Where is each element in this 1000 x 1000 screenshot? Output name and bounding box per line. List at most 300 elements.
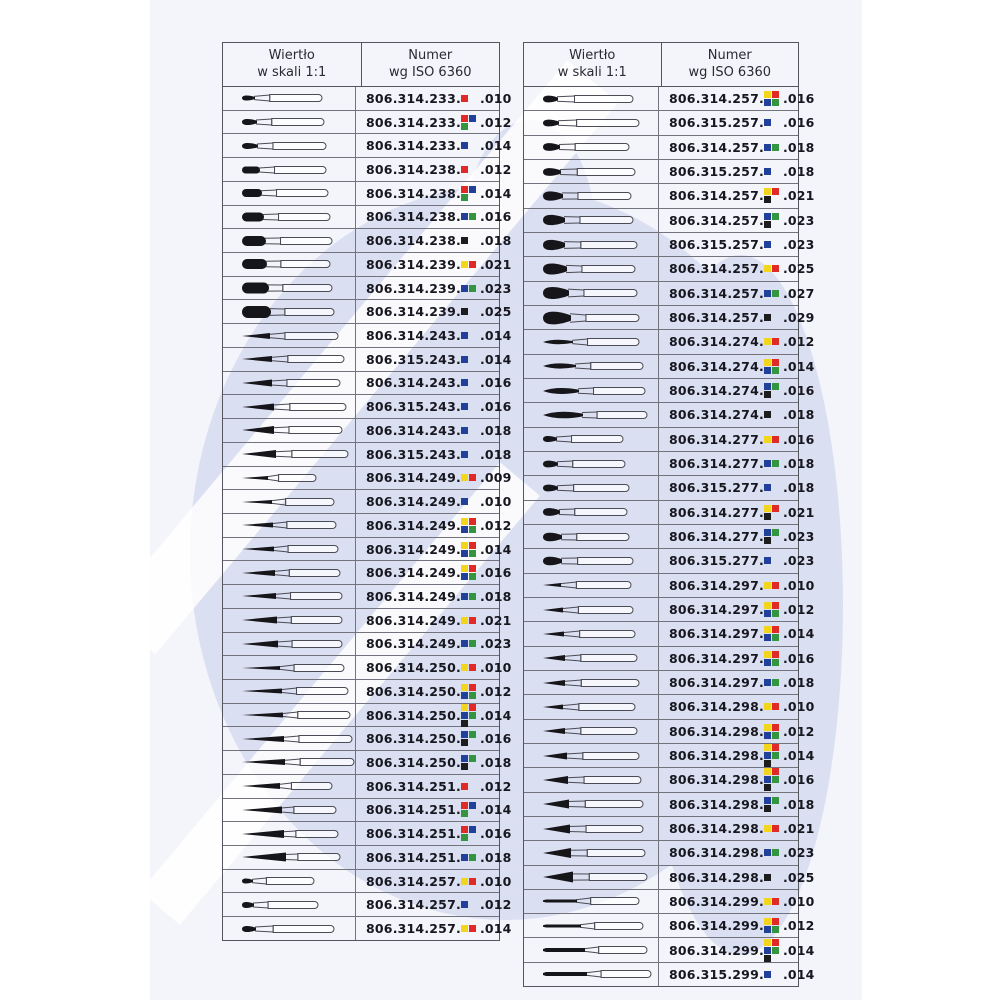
bur-cell [524,428,659,451]
grit-square-yellow [764,505,771,512]
grit-color-squares [764,188,780,203]
grit-square-yellow [461,704,468,711]
table-row [524,525,815,549]
iso-number: 806.314.257. [669,310,764,326]
grit-square-red [469,664,476,671]
grit-color-squares [764,168,780,175]
iso-number: 806.314.243. [366,422,461,438]
number-cell [659,282,820,305]
grit-square-row [461,115,477,122]
grit-square-row [461,474,477,481]
grit-square-row [764,760,780,767]
iso-size: .010 [782,577,815,593]
grit-color-squares [461,731,477,746]
grit-square-row [461,427,477,434]
table-row [524,963,815,986]
number-cell [659,160,820,183]
grit-square-red [461,115,468,122]
grit-square-green [469,712,476,719]
grit-color-squares [764,359,780,374]
bur-illustration [538,745,658,767]
grit-color-squares [764,383,780,398]
grit-square-red [461,826,468,833]
bur-cell [524,793,659,816]
bur-illustration [237,111,355,133]
grit-color-squares [461,498,477,505]
grit-square-row [461,451,477,458]
header-numer [661,43,799,86]
grit-square-green [772,947,779,954]
grit-square-red [461,166,468,173]
header-line: Wiertło [569,47,616,63]
grit-square-yellow [764,825,771,832]
iso-number: 806.314.233. [366,90,461,106]
grit-square-yellow [764,768,771,775]
grit-square-yellow [764,703,771,710]
bur-cell [223,633,356,656]
bur-illustration [237,87,355,109]
grit-color-squares [461,237,477,244]
grit-square-black [764,314,771,321]
iso-size: .018 [782,456,815,472]
iso-number: 806.314.250. [366,707,461,723]
grit-color-squares [764,484,780,491]
grit-square-yellow [764,602,771,609]
iso-size: .023 [782,553,815,569]
grit-color-squares [764,314,780,321]
grit-square-row [764,359,780,366]
bur-illustration [538,647,658,669]
table-row [524,136,815,160]
grit-square-row [764,144,780,151]
grit-square-blue [764,383,771,390]
header-line: w skali 1:1 [557,64,627,80]
grit-square-red [772,825,779,832]
grit-color-squares [764,582,780,589]
grit-square-row [461,640,477,647]
iso-number: 806.314.250. [366,683,461,699]
iso-size: .010 [479,90,512,106]
bur-illustration [538,307,658,329]
bur-cell [524,257,659,280]
bur-cell [524,890,659,913]
grit-color-squares [461,474,477,481]
grit-square-row [764,955,780,962]
bur-cell [223,799,356,822]
table-row [223,87,512,111]
grit-square-red [469,878,476,885]
number-cell [356,372,517,395]
grit-square-row [764,221,780,228]
iso-number: 806.314.297. [669,675,764,691]
header-line: Numer [707,47,752,63]
iso-size: .027 [782,285,815,301]
iso-number: 806.314.298. [669,821,764,836]
bur-illustration [237,253,355,275]
iso-size: .012 [782,918,815,934]
grit-square-row [764,290,780,297]
bur-cell [223,727,356,750]
grit-square-row [764,411,780,418]
iso-number: 806.314.298. [669,699,764,715]
table-row [524,793,815,817]
grit-square-row [764,744,780,751]
iso-size: .012 [479,778,512,794]
grit-square-row [461,542,477,549]
bur-cell [524,938,659,961]
iso-size: .016 [479,826,512,842]
iso-size: .021 [479,612,512,628]
grit-square-green [461,194,468,201]
iso-number: 806.315.243. [366,446,461,462]
grit-square-row [764,971,780,978]
grit-square-green [469,731,476,738]
bur-cell [524,379,659,402]
table-row [223,656,512,680]
bur-cell [223,917,356,940]
header-line: w skali 1:1 [257,64,327,80]
grit-square-row [461,142,477,149]
bur-illustration [538,355,658,377]
grit-color-squares [461,451,477,458]
table-row [223,514,512,538]
bur-cell [524,525,659,548]
grit-square-blue [764,557,771,564]
iso-size: .018 [479,446,512,462]
bur-illustration [538,842,658,864]
number-cell [356,253,517,276]
grit-square-red [469,518,476,525]
bur-illustration [237,230,355,252]
grit-square-red [772,898,779,905]
header-line: wg ISO 6360 [688,64,772,80]
grit-square-row [461,763,477,770]
grit-square-blue [461,451,468,458]
bur-illustration [237,419,355,441]
bur-illustration [538,599,658,621]
table-row [223,727,512,751]
iso-size: .023 [782,529,815,545]
table-row [223,277,512,301]
grit-square-row [764,939,780,946]
grit-color-squares [764,626,780,641]
bur-illustration [538,234,658,256]
bur-cell [524,330,659,353]
bur-cell [223,585,356,608]
grit-square-blue [461,427,468,434]
grit-square-row [461,356,477,363]
grit-color-squares [764,918,780,933]
iso-size: .012 [479,162,512,178]
grit-square-green [772,610,779,617]
grit-square-green [772,460,779,467]
grit-color-squares [461,115,477,130]
bur-illustration [237,870,355,892]
number-cell [356,751,517,774]
number-cell [356,490,517,513]
grit-square-green [469,526,476,533]
grit-square-row [461,720,477,727]
iso-number: 806.314.277. [669,431,764,447]
grit-square-blue [764,119,771,126]
bur-cell [223,419,356,442]
header-numer [361,43,500,86]
bur-cell [524,744,659,767]
bur-cell [223,395,356,418]
bur-cell [524,647,659,670]
iso-number: 806.314.249. [366,470,461,486]
iso-size: .014 [479,328,512,344]
grit-square-red [461,95,468,102]
iso-number: 806.315.277. [669,553,764,569]
iso-number: 806.314.298. [669,772,764,788]
number-cell [356,704,517,727]
table-row [524,890,815,914]
table-row [223,775,512,799]
iso-number: 806.314.298. [669,869,764,885]
bur-illustration [538,209,658,231]
iso-number: 806.314.257. [669,188,764,204]
grit-square-row [764,926,780,933]
number-cell [356,277,517,300]
table-row [524,768,815,792]
number-cell [659,793,820,816]
bur-illustration [538,88,658,110]
bur-illustration [237,657,355,679]
grit-square-yellow [461,878,468,885]
grit-square-row [764,196,780,203]
number-cell [356,395,517,418]
grit-square-blue [764,529,771,536]
bur-illustration [538,550,658,572]
bur-cell [223,490,356,513]
bur-illustration [538,793,658,815]
iso-size: .016 [782,431,815,447]
bur-illustration [237,562,355,584]
grit-square-row [764,797,780,804]
bur-cell [223,158,356,181]
iso-size: .014 [782,966,815,982]
bur-cell [524,720,659,743]
grit-color-squares [764,290,780,297]
grit-square-yellow [764,918,771,925]
iso-number: 806.314.249. [366,541,461,557]
iso-number: 806.314.274. [669,358,764,374]
bur-illustration [237,585,355,607]
iso-number: 806.314.251. [366,849,461,865]
iso-number: 806.314.249. [366,565,461,581]
grit-square-row [461,684,477,691]
grit-square-green [461,810,468,817]
bur-cell [223,893,356,916]
grit-square-black [764,784,771,791]
grit-color-squares [461,704,477,727]
iso-number: 806.314.274. [669,383,764,399]
grit-square-red [461,186,468,193]
iso-number: 806.314.251. [366,802,461,818]
number-cell [356,656,517,679]
bur-illustration [538,380,658,402]
grit-square-row [764,537,780,544]
iso-size: .021 [782,188,815,204]
grit-color-squares [764,797,780,812]
grit-square-red [772,724,779,731]
bur-illustration [237,918,355,940]
grit-square-green [469,285,476,292]
bur-illustration [538,404,658,426]
grit-square-yellow [461,617,468,624]
grit-square-black [461,720,468,727]
grit-square-blue [764,213,771,220]
bur-cell [524,768,659,791]
iso-size: .010 [479,494,512,510]
table-row [524,87,815,111]
bur-illustration [237,514,355,536]
number-cell [356,561,517,584]
table-row [524,379,815,403]
grit-square-yellow [764,265,771,272]
iso-size: .018 [479,233,512,249]
grit-square-row [461,739,477,746]
grit-square-row [461,755,477,762]
table-row [524,598,815,622]
bur-cell [223,609,356,632]
grit-square-blue [764,776,771,783]
grit-square-row [764,776,780,783]
bur-illustration [237,182,355,204]
grit-square-blue [764,926,771,933]
bur-cell [524,136,659,159]
iso-size: .025 [782,261,815,277]
table-row [223,253,512,277]
grit-square-red [469,565,476,572]
bur-illustration [237,491,355,513]
grit-square-black [461,763,468,770]
grit-square-blue [469,802,476,809]
grit-color-squares [461,186,477,201]
table-row [223,633,512,657]
table-row [524,476,815,500]
grit-square-green [469,854,476,861]
iso-size: .012 [479,517,512,533]
iso-number: 806.314.233. [366,138,461,154]
number-cell [659,476,820,499]
table-row [524,257,815,281]
grit-color-squares [461,783,477,790]
iso-number: 806.315.243. [366,399,461,415]
number-cell [356,206,517,229]
table-row [524,233,815,257]
number-cell [659,866,820,889]
grit-square-green [469,213,476,220]
iso-size: .018 [782,407,815,423]
grit-color-squares [461,640,477,647]
iso-number: 806.314.299. [669,893,764,909]
grit-square-red [772,582,779,589]
table-body [524,87,815,986]
number-cell [356,585,517,608]
iso-number: 806.314.250. [366,754,461,770]
grit-square-blue [764,168,771,175]
grit-square-blue [764,947,771,954]
bur-illustration [538,477,658,499]
grit-square-row [461,854,477,861]
bur-illustration [538,623,658,645]
number-cell [356,111,517,134]
number-cell [356,917,517,940]
grit-color-squares [764,602,780,617]
bur-illustration [538,112,658,134]
bur-illustration [538,331,658,353]
bur-cell [524,501,659,524]
grit-color-squares [764,768,780,791]
grit-square-blue [764,484,771,491]
grit-color-squares [764,724,780,739]
grit-square-green [461,834,468,841]
number-cell [659,428,820,451]
bur-cell [524,671,659,694]
grit-color-squares [764,338,780,345]
grit-square-green [469,573,476,580]
iso-number: 806.314.251. [366,826,461,842]
grit-color-squares [461,755,477,770]
grit-color-squares [764,265,780,272]
iso-size: .014 [782,748,815,764]
iso-size: .021 [782,821,815,836]
grit-square-green [772,367,779,374]
iso-number: 806.314.257. [366,873,461,889]
bur-cell [223,111,356,134]
bur-cell [223,253,356,276]
grit-square-row [764,582,780,589]
table-row [524,720,815,744]
grit-square-blue [461,593,468,600]
grit-square-row [764,505,780,512]
iso-number: 806.314.238. [366,162,461,178]
grit-square-row [461,237,477,244]
iso-number: 806.315.257. [669,237,764,253]
grit-square-red [772,505,779,512]
iso-size: .016 [782,650,815,666]
grit-square-blue [461,550,468,557]
header-wiertlo [223,43,361,86]
grit-color-squares [764,119,780,126]
grit-color-squares [764,144,780,151]
number-cell [356,324,517,347]
grit-square-blue [764,679,771,686]
bur-cell [524,963,659,986]
grit-color-squares [764,874,780,881]
iso-size: .021 [479,256,512,272]
grit-square-black [764,955,771,962]
grit-square-row [764,529,780,536]
grit-square-black [764,513,771,520]
table-row [524,647,815,671]
number-cell [659,525,820,548]
iso-number: 806.314.239. [366,304,461,320]
bur-cell [223,467,356,490]
table-header [223,43,499,87]
bur-illustration [538,574,658,596]
iso-size: .014 [479,541,512,557]
grit-square-row [764,338,780,345]
bur-cell [524,452,659,475]
grit-color-squares [764,939,780,962]
iso-number: 806.315.277. [669,480,764,496]
bur-cell [524,914,659,937]
bur-cell [223,300,356,323]
grit-square-blue [764,241,771,248]
